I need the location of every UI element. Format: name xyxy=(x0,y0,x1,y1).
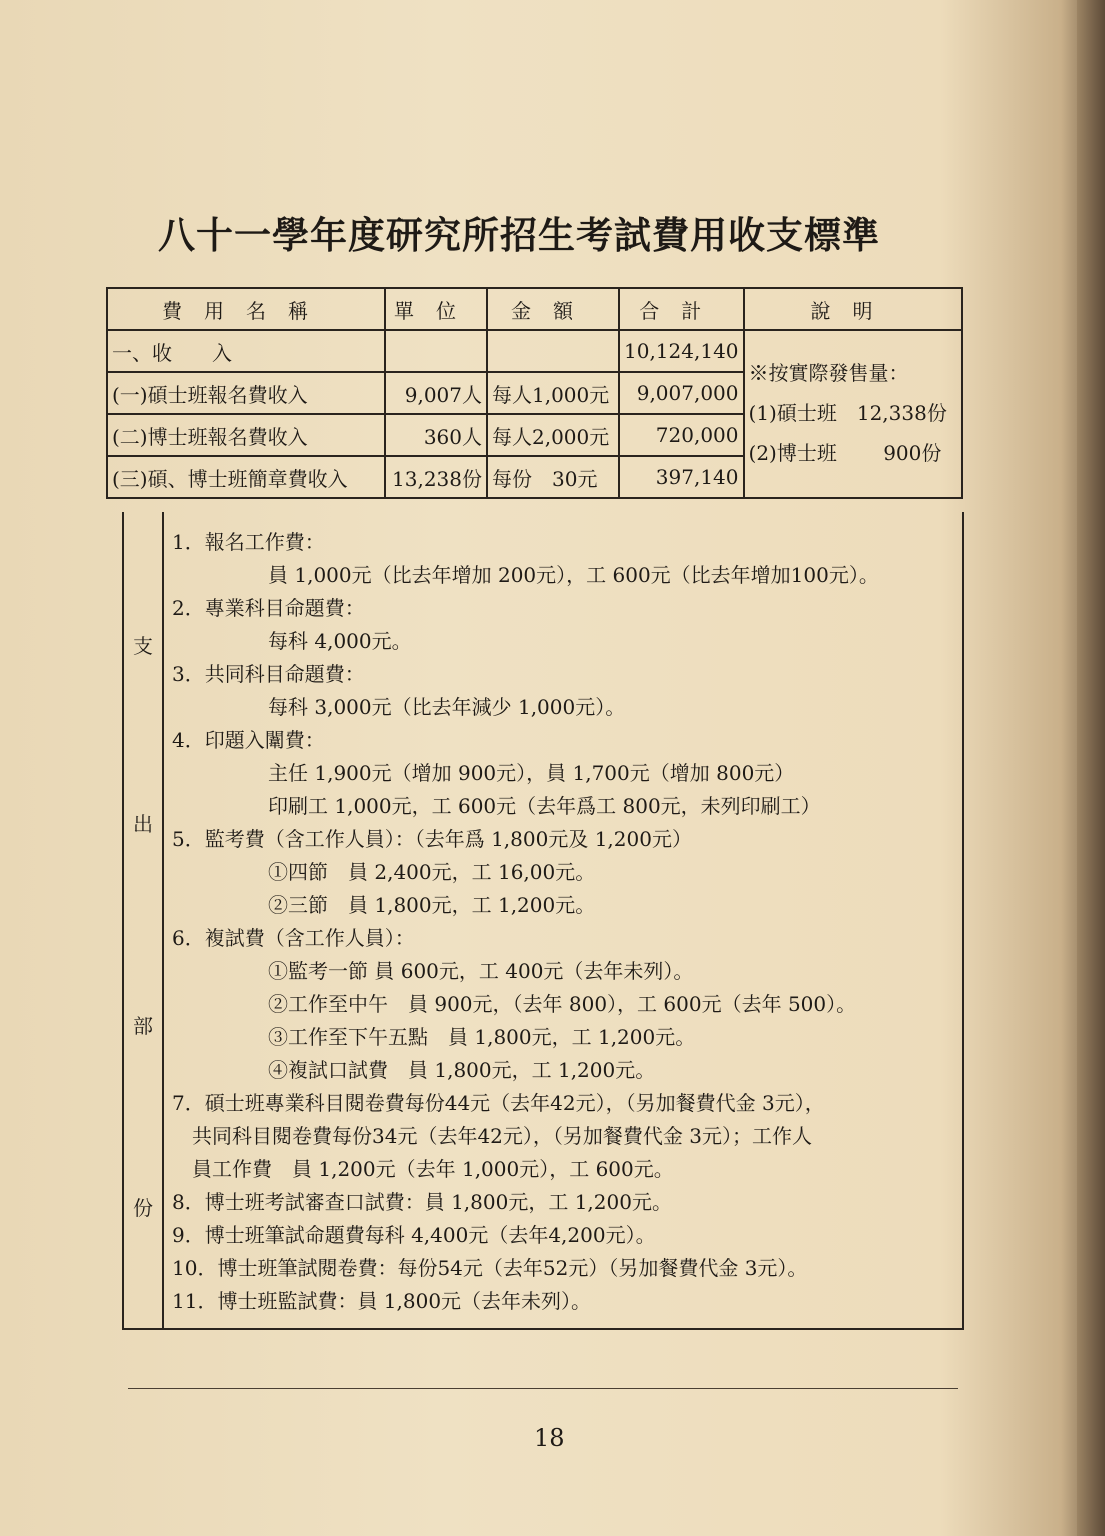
expense-line: ①監考一節 員 600元，工 400元（去年未列）。 xyxy=(268,959,694,983)
note-line: ※按實際發售量： xyxy=(748,361,909,385)
expense-line: 每科 3,000元（比去年減少 1,000元）。 xyxy=(268,695,626,719)
expense-side-column xyxy=(124,512,164,1328)
expense-line: 6．複試費（含工作人員）： xyxy=(172,926,415,950)
cell-amount xyxy=(487,330,619,372)
header-total: 合計 xyxy=(619,288,744,330)
expense-line: 印刷工 1,000元，工 600元（去年爲工 800元，未列印刷工） xyxy=(268,794,821,818)
row-name: (三)碩、博士班簡章費收入 xyxy=(107,456,385,498)
expense-line: ③工作至下午五點 員 1,800元，工 1,200元。 xyxy=(268,1025,696,1049)
expense-line: ①四節 員 2,400元，工 16,00元。 xyxy=(268,860,596,884)
header-note: 說明 xyxy=(744,288,962,330)
side-label-char: 出 xyxy=(133,812,153,836)
row-unit: 13,238份 xyxy=(385,456,487,498)
expense-line: 10．博士班筆試閱卷費：每份54元（去年52元）（另加餐費代金 3元）。 xyxy=(172,1256,808,1280)
side-label-char: 支 xyxy=(133,634,153,658)
side-label-char: 份 xyxy=(133,1196,153,1220)
expense-line: 每科 4,000元。 xyxy=(268,629,412,653)
header-unit: 單位 xyxy=(385,288,487,330)
row-amount: 每人1,000元 xyxy=(487,372,619,414)
row-name: (二)博士班報名費收入 xyxy=(107,414,385,456)
expense-line: 8．博士班考試審查口試費：員 1,800元，工 1,200元。 xyxy=(172,1190,672,1214)
expense-line: 7．碩士班專業科目閱卷費每份44元（去年42元），（另加餐費代金 3元）， xyxy=(172,1091,825,1115)
expense-line: 員工作費 員 1,200元（去年 1,000元），工 600元。 xyxy=(172,1157,674,1181)
table-row xyxy=(107,330,962,372)
expense-line: 主任 1,900元（增加 900元），員 1,700元（增加 800元） xyxy=(268,761,795,785)
expense-item-list xyxy=(172,526,879,1318)
expense-line: 3．共同科目命題費： xyxy=(172,662,365,686)
page-number: 18 xyxy=(534,1424,565,1452)
income-total: 10,124,140 xyxy=(619,330,744,372)
row-total: 9,007,000 xyxy=(619,372,744,414)
expense-line: 1．報名工作費： xyxy=(172,530,325,554)
header-name: 費用名稱 xyxy=(107,288,385,330)
footer-rule xyxy=(128,1388,958,1389)
table-header-row xyxy=(107,288,962,330)
expense-line: ④複試口試費 員 1,800元，工 1,200元。 xyxy=(268,1058,656,1082)
expense-line: 5．監考費（含工作人員）：（去年爲 1,800元及 1,200元） xyxy=(172,827,692,851)
expense-line: 2．專業科目命題費： xyxy=(172,596,365,620)
side-label-char: 部 xyxy=(133,1014,153,1038)
expense-line: 4．印題入闈費： xyxy=(172,728,325,752)
expense-line: ②三節 員 1,800元，工 1,200元。 xyxy=(268,893,596,917)
income-table xyxy=(106,287,963,499)
expense-line: 員 1,000元（比去年增加 200元），工 600元（比去年增加100元）。 xyxy=(268,563,879,587)
expense-line: 共同科目閱卷費每份34元（去年42元），（另加餐費代金 3元）；工作人 xyxy=(172,1124,812,1148)
expense-line: ②工作至中午 員 900元，（去年 800），工 600元（去年 500）。 xyxy=(268,992,857,1016)
expense-section xyxy=(122,512,964,1330)
row-amount: 每人2,000元 xyxy=(487,414,619,456)
note-line: (2)博士班 900份 xyxy=(748,441,942,465)
row-amount: 每份 30元 xyxy=(487,456,619,498)
income-label: 一、收 入 xyxy=(107,330,385,372)
cell-unit xyxy=(385,330,487,372)
expense-line: 11．博士班監試費：員 1,800元（去年未列）。 xyxy=(172,1289,592,1313)
row-total: 720,000 xyxy=(619,414,744,456)
row-unit: 9,007人 xyxy=(385,372,487,414)
row-unit: 360人 xyxy=(385,414,487,456)
row-total: 397,140 xyxy=(619,456,744,498)
document-title: 八十一學年度研究所招生考試費用收支標準 xyxy=(158,213,880,257)
expense-line: 9．博士班筆試命題費每科 4,400元（去年4,200元）。 xyxy=(172,1223,656,1247)
header-amount: 金額 xyxy=(487,288,619,330)
page-binding-edge xyxy=(1077,0,1105,1536)
row-name: (一)碩士班報名費收入 xyxy=(107,372,385,414)
note-line: (1)碩士班 12,338份 xyxy=(748,401,947,425)
note-cell xyxy=(744,330,962,498)
